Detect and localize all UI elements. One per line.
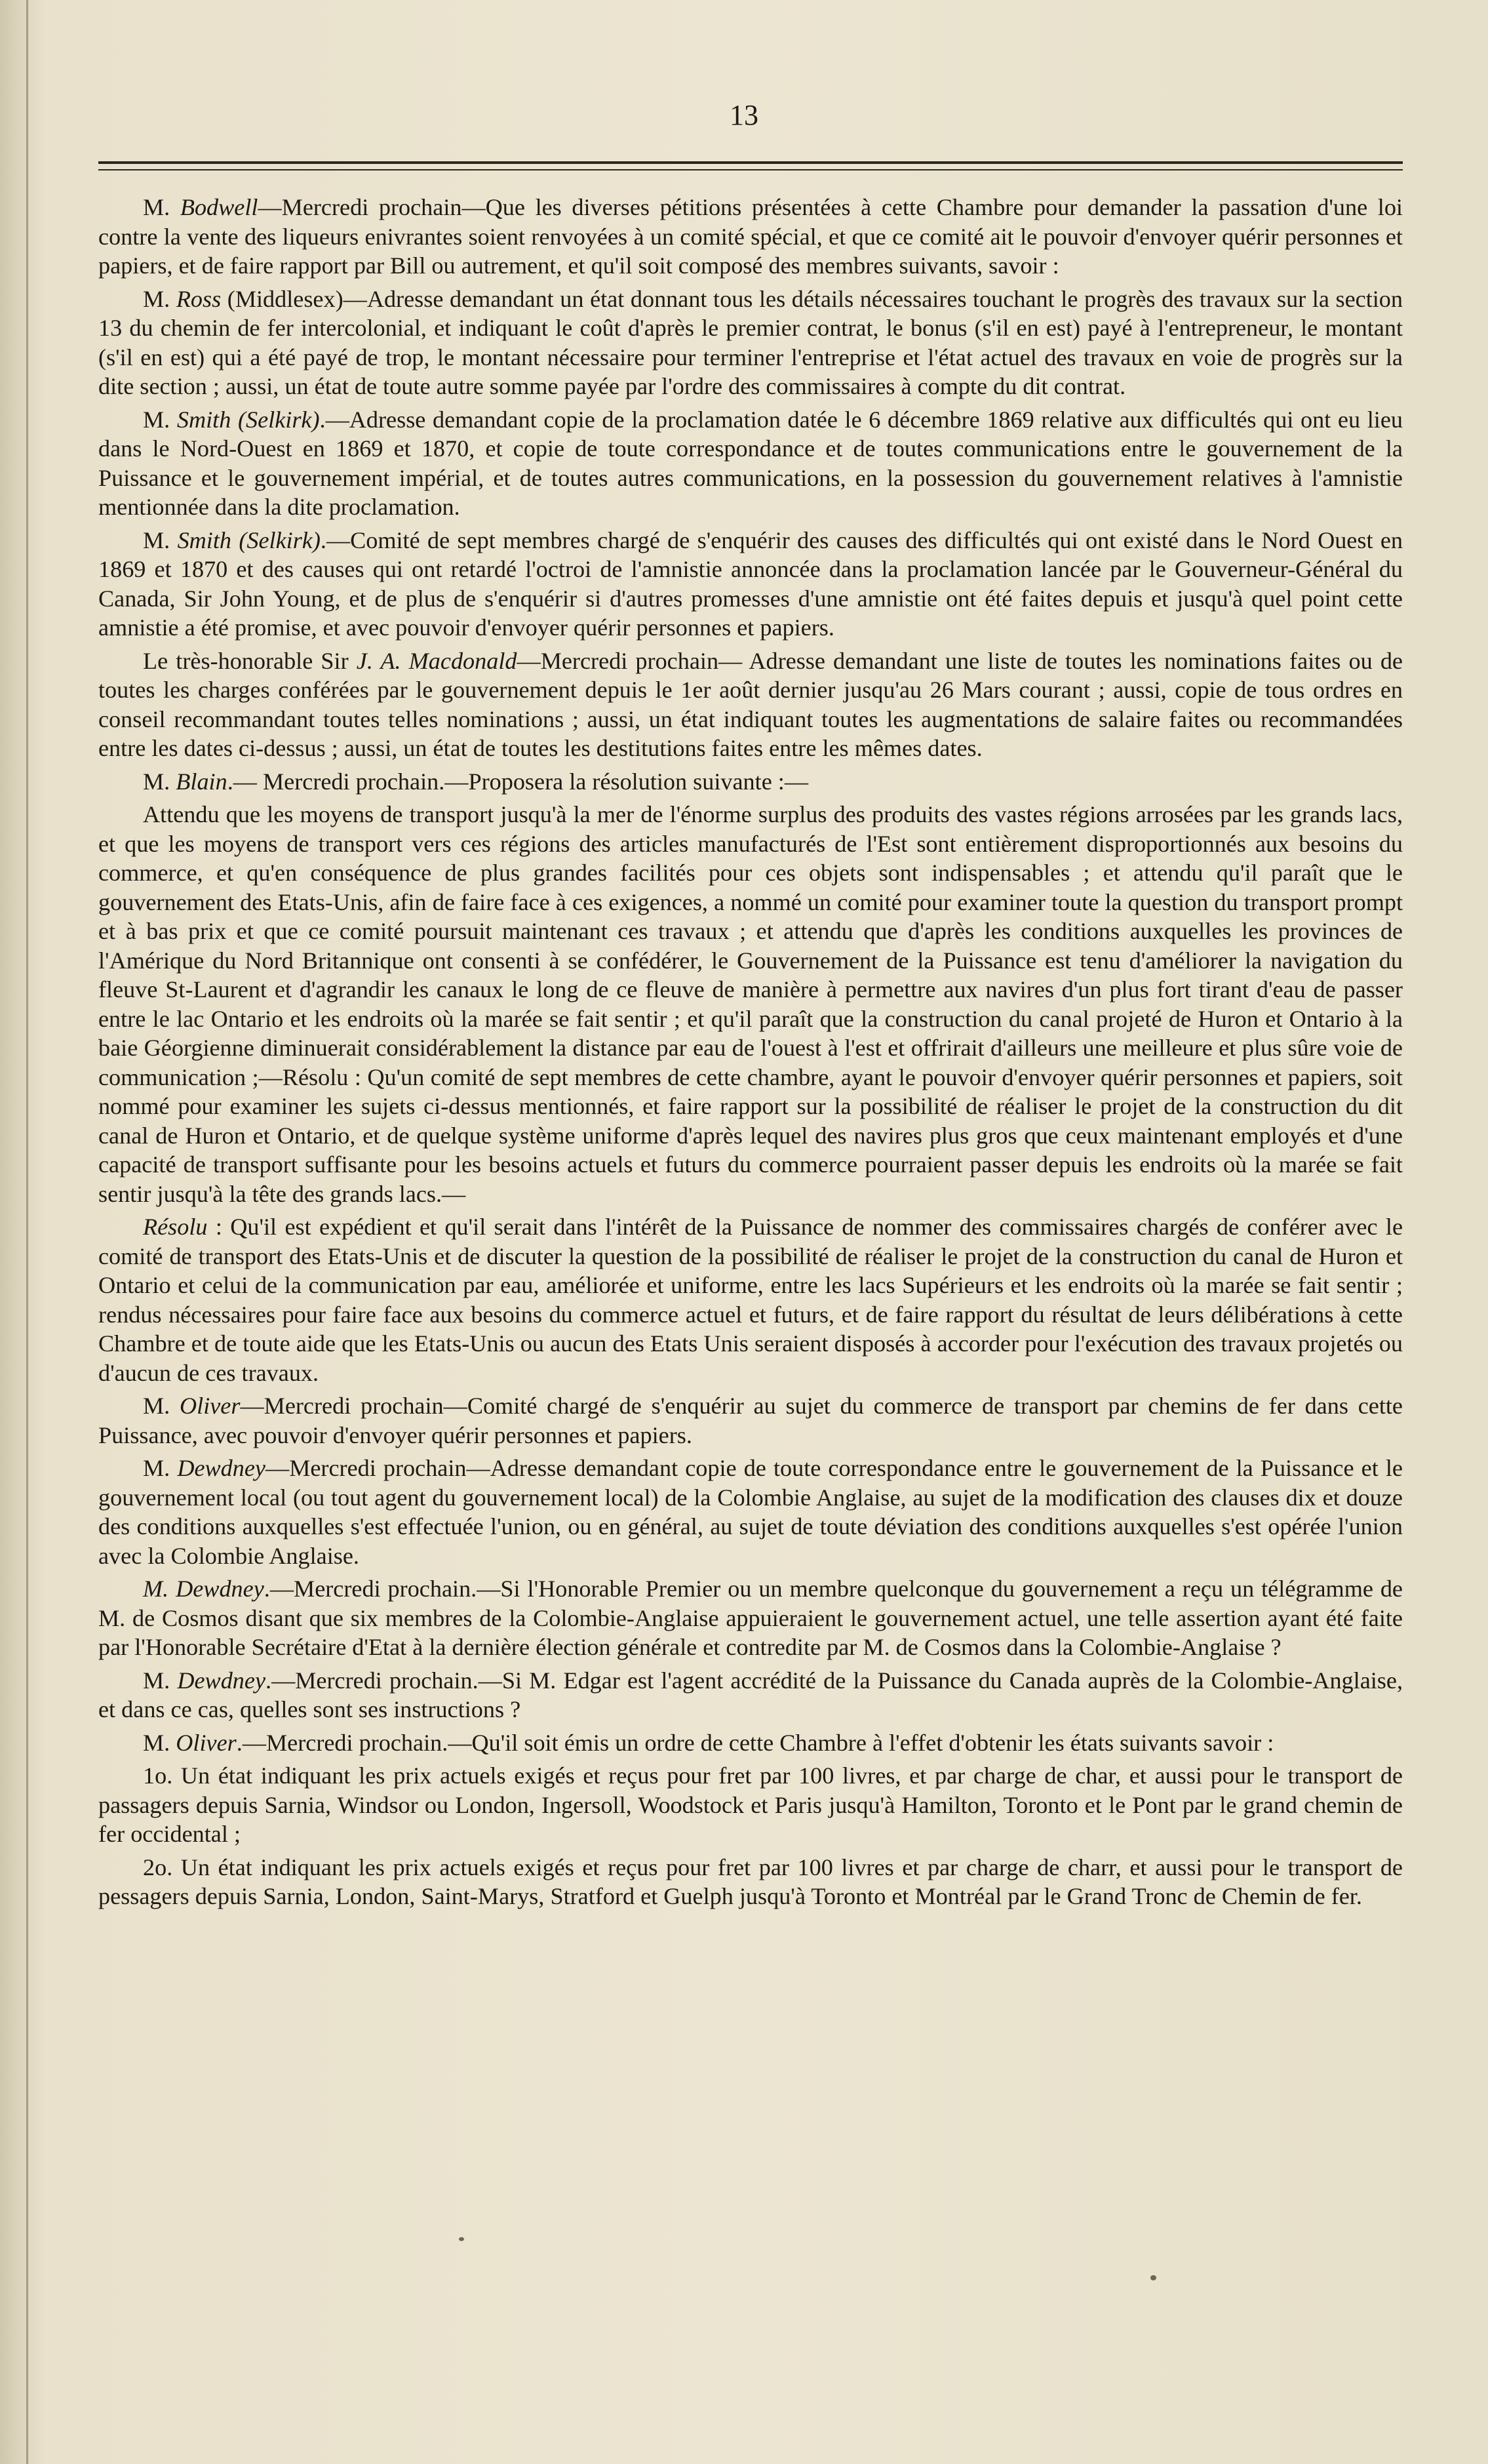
page-number: 13 [730,99,758,131]
paragraph-lead: Le très-honorable Sir [143,647,357,674]
member-name: Dewdney [177,1455,265,1481]
paragraph-lead: M. [143,1729,176,1756]
paragraph [98,285,1403,401]
member-name: M. Dewdney [143,1576,264,1602]
paragraph-text: .— Mercredi prochain.—Proposera la résolution suivante :— [227,768,809,795]
member-name: Smith (Selkirk) [177,527,321,553]
member-name: Bodwell [180,194,258,220]
paragraph-lead: M. [143,1667,178,1694]
paragraph-lead: M. [143,285,176,312]
member-name: Oliver [180,1393,241,1419]
paragraph-text: .—Mercredi prochain.—Si l'Honorable Premier ou un membre quelconque du gouvernement a reçu un télégramme de M. de Cosmos disant que six membres de la Colombie-Anglaise appuieraient le gouvernement actuel, une telle assertion ayant été faite par l'Honorable Secrétaire d'Etat à la dernière élection générale et contredite par M. de Cosmos dans la Colombie-Anglaise ? [98,1576,1403,1660]
paragraph [98,800,1403,1208]
paragraph-text: .—Adresse demandant copie de la proclamation datée le 6 décembre 1869 relative aux difficultés qui ont eu lieu dans le Nord-Ouest en 1869 et 1870, et copie de toute correspondance et de toutes communications entre le gouvernement de la Puissance et le gouvernement impérial, et de toutes autres communications, en la possession du gouvernement relatives à l'amnistie mentionnée dans la dite proclamation. [98,406,1403,520]
document-body [98,193,1403,1915]
paragraph-lead: M. [143,768,176,795]
paragraph [98,1391,1403,1450]
member-name: Smith (Selkirk) [176,406,320,433]
member-name: Résolu [143,1214,208,1240]
paragraph [98,767,1403,797]
paragraph-text: .—Comité de sept membres chargé de s'enquérir des causes des difficultés qui ont existé dans le Nord Ouest en 1869 et 1870 et des causes qui ont retardé l'octroi de l'amnistie annoncée dans la proclamation lancée par le Gouverneur-Général du Canada, Sir John Young, et de plus de s'enquérir si d'autres promesses d'une amnistie ont été faites depuis et jusqu'à quel point cette amnistie a été promise, et avec pouvoir d'envoyer quérir personnes et papiers. [98,527,1403,641]
paragraph [98,1761,1403,1849]
paragraph-text: —Mercredi prochain— Adresse demandant une liste de toutes les nominations faites ou de toutes les charges conférées par le gouvernement depuis le 1er août dernier jusqu'au 26 Mars courant ; aussi, copie de tous ordres en conseil recommandant toutes telles nominations ; aussi, un état indiquant toutes les augmentations de salaire faites ou recommandées entre les dates ci-dessus ; aussi, un état de toutes les destitutions faites entre les mêmes dates. [98,647,1403,761]
page-spine [26,0,28,2464]
paragraph [98,526,1403,643]
member-name: Oliver [176,1729,237,1756]
paper-speck [1150,2275,1156,2280]
paragraph [98,1574,1403,1662]
paragraph [98,1212,1403,1387]
paragraph-text: 2o. Un état indiquant les prix actuels exigés et reçus pour fret par 100 livres et par charge de charr, et aussi pour le transport de pessagers depuis Sarnia, London, Saint-Marys, Stratford et Guelph jusqu'à Toronto et Montréal par le Grand Tronc de Chemin de fer. [98,1854,1403,1909]
paragraph-text: .—Mercredi prochain.—Si M. Edgar est l'agent accrédité de la Puissance du Canada auprès de la Colombie-Anglaise, et dans ce cas, quelles sont ses instructions ? [98,1667,1403,1722]
paragraph-lead: M. [143,406,177,433]
paragraph-text: .—Mercredi prochain.—Qu'il soit émis un ordre de cette Chambre à l'effet d'obtenir les états suivants savoir : [236,1729,1274,1756]
paragraph-lead: M. [143,1393,180,1419]
paragraph [98,405,1403,522]
paragraph-text: : Qu'il est expédient et qu'il serait dans l'intérêt de la Puissance de nommer des commissaires chargés de conférer avec le comité de transport des Etats-Unis et de discuter la question de la possibilité de réaliser le projet de la construction du canal de Huron et Ontario et celui de la communication par eau, améliorée et uniforme, entre les lacs Supérieurs et les endroits où la marée se fait sentir ; rendus nécessaires pour faire face aux besoins du commerce actuel et futurs, et de faire rapport du résultat de leurs délibérations à cette Chambre et de toute aide que les Etats-Unis ou aucun des Etats Unis seraient disposés à accorder pour l'exécution des travaux projetés ou d'aucun de ces travaux. [98,1214,1403,1386]
paragraph [98,1853,1403,1911]
paragraph [98,193,1403,281]
paragraph-text: (Middlesex)—Adresse demandant un état donnant tous les détails nécessaires touchant le progrès des travaux sur la section 13 du chemin de fer intercolonial, et indiquant le coût d'après le premier contrat, le bonus (s'il en est) payé à l'entrepreneur, le montant (s'il en est) qui a été payé de trop, le montant nécessaire pour terminer l'entreprise et l'état actuel des travaux en voie de progrès sur la dite section ; aussi, un état de toute autre somme payée par l'ordre des commissaires à compte du dit contrat. [98,285,1403,399]
paragraph-text: 1o. Un état indiquant les prix actuels exigés et reçus pour fret par 100 livres, et par charge de char, et aussi pour le transport de passagers depuis Sarnia, Windsor ou London, Ingersoll, Woodstock et Paris jusqu'à Hamilton, Toronto et le Pont par le grand chemin de fer occidental ; [98,1762,1403,1847]
paragraph [98,1454,1403,1570]
paragraph-lead: M. [143,194,180,220]
paragraph-text: Attendu que les moyens de transport jusqu'à la mer de l'énorme surplus des produits des vastes régions arrosées par les grands lacs, et que les moyens de transport vers ces régions des articles manufacturés de l'Est sont entièrement disproportionnés aux besoins du commerce, et qu'en conséquence de plus grandes facilités pour ces objets sont indispensables ; et attendu qu'il paraît que le gouvernement des Etats-Unis, afin de faire face à ces exigences, a nommé un comité pour examiner toute la question du transport prompt et à bas prix et que ce comité poursuit maintenant ces travaux ; et attendu que d'après les conditions auxquelles les provinces de l'Amérique du Nord Britannique ont consenti à se confédérer, le Gouvernement de la Puissance est tenu d'améliorer la navigation du fleuve St-Laurent et d'agrandir les canaux le long de ce fleuve de manière à permettre aux navires d'un plus fort tirant d'eau de passer entre le lac Ontario et les endroits où la marée se fait sentir ; et qu'il paraît que la construction du canal projeté de Huron et Ontario à la baie Géorgienne diminuerait considérablement la distance par eau de l'ouest à l'est et offrirait d'ailleurs une meilleure et plus sûre voie de communication ;—Résolu : Qu'un comité de sept membres de cette chambre, ayant le pouvoir d'envoyer quérir personnes et papiers, soit nommé pour examiner les sujets ci-dessus mentionnés, et faire rapport sur la possibilité de réaliser le projet de la construction du dit canal de Huron et Ontario, et de quelque système uniforme d'après lequel des navires plus gros que ceux maintenant employés et d'une capacité de transport suffisante pour les besoins actuels et futurs du commerce pourraient passer depuis les endroits où la marée se fait sentir jusqu'à la tête des grands lacs.— [98,801,1403,1207]
paragraph [98,1666,1403,1724]
paragraph-text: —Mercredi prochain—Que les diverses pétitions présentées à cette Chambre pour demander la passation d'une loi contre la vente des liqueurs enivrantes soient renvoyées à un comité spécial, et que ce comité ait le pouvoir d'envoyer quérir personnes et papiers, et de faire rapport par Bill ou autrement, et qu'il soit composé des membres suivants, savoir : [98,194,1403,279]
member-name: Ross [176,285,222,312]
paragraph-lead: M. [143,1455,178,1481]
member-name: Dewdney [177,1667,266,1694]
header-rule-thin [98,169,1403,170]
member-name: J. A. Macdonald [356,647,517,674]
paragraph [98,646,1403,763]
header-rule-thick [98,161,1403,164]
paragraph-text: —Mercredi prochain—Adresse demandant copie de toute correspondance entre le gouvernement de la Puissance et le gouvernement local (ou tout agent du gouvernement local) de la Colombie Anglaise, au sujet de la modification des clauses dix et douze des conditions auxquelles s'est effectuée l'union, ou en général, au sujet de toute déviation des conditions auxquelles s'est opérée l'union avec la Colombie Anglaise. [98,1455,1403,1569]
paragraph-lead: M. [143,527,178,553]
paper-speck [459,2237,464,2241]
member-name: Blain [176,768,227,795]
paragraph [98,1728,1403,1758]
paragraph-text: —Mercredi prochain—Comité chargé de s'enquérir au sujet du commerce de transport par chemins de fer dans cette Puissance, avec pouvoir d'envoyer quérir personnes et papiers. [98,1393,1403,1448]
